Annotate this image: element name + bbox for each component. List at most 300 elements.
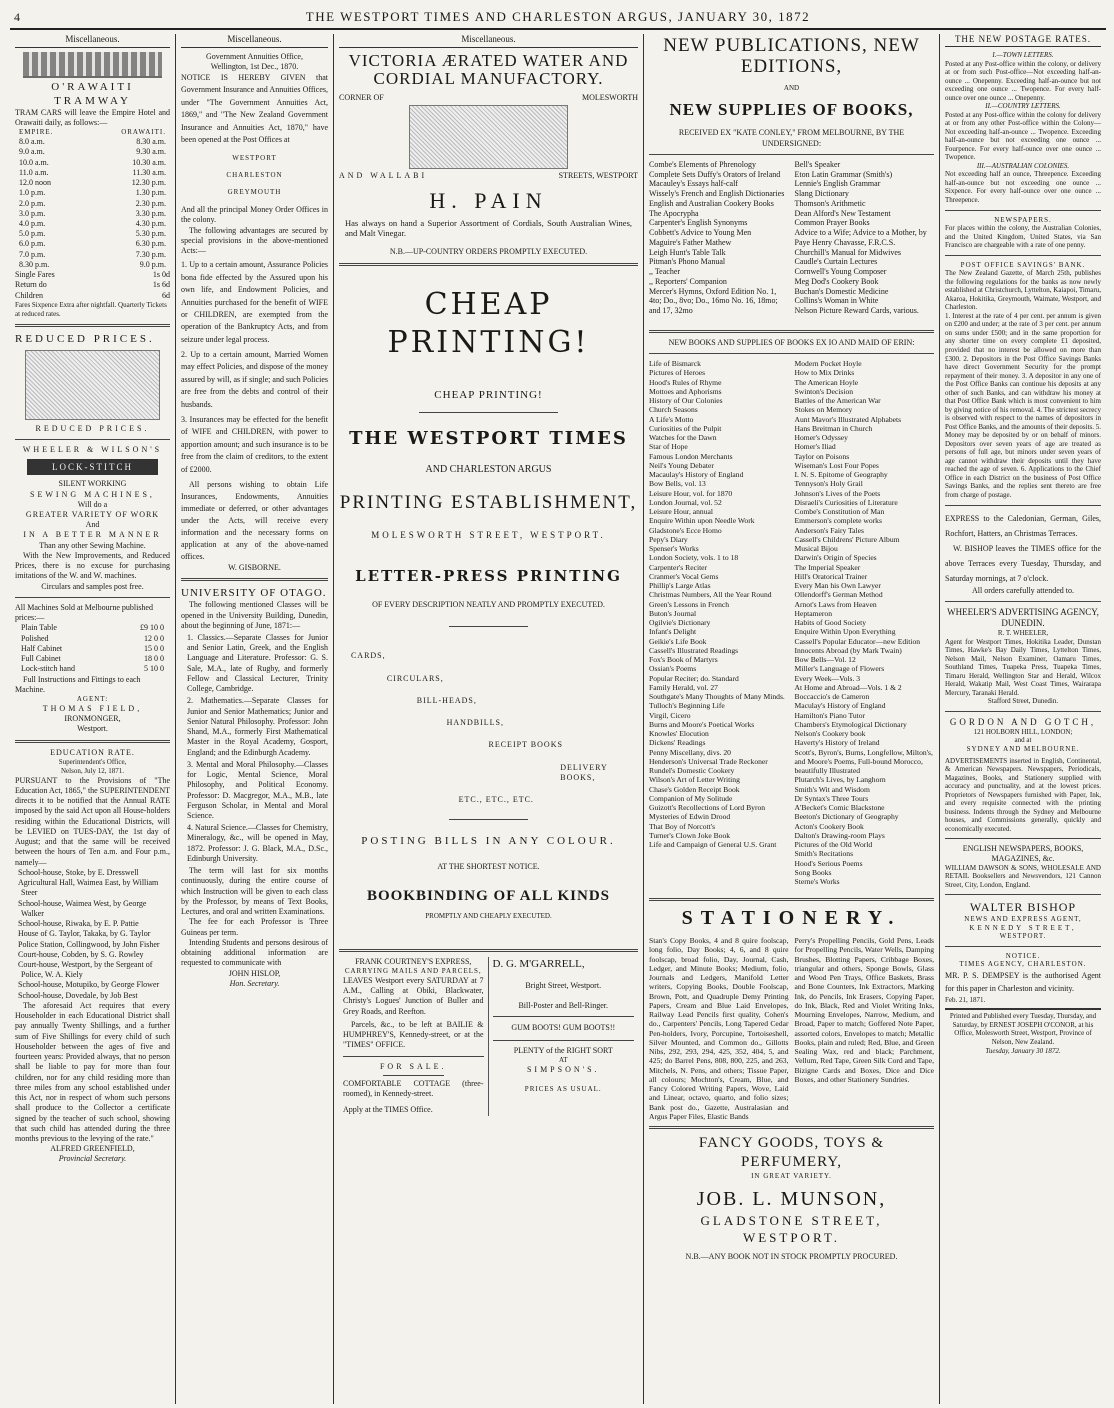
town-head: I.—TOWN LETTERS. — [992, 50, 1054, 59]
annuity-town: CHARLESTON — [226, 171, 283, 180]
simpson-at: AT — [558, 1055, 568, 1064]
agent-name: THOMAS FIELD, — [42, 703, 143, 713]
book-title: Every Man his Own Lawyer — [794, 581, 881, 591]
fare-name: Single Fares — [15, 270, 55, 280]
annuities-adv: The following advantages are secured by special provisions in the above-mentioned Acts:— — [181, 225, 328, 256]
departure-empire: 9.0 a.m. — [19, 147, 45, 157]
walter-bishop-sub: NEWS AND EXPRESS AGENT, — [964, 915, 1082, 923]
divider — [493, 1040, 635, 1041]
column-2 — [176, 34, 334, 1404]
annuities-closing: All persons wishing to obtain Life Insurances, Endowments, Annuities immediate or deferred, or other advantages under the Acts, will receive every information and the necessary forms on application at any of the above-named offices. — [181, 480, 328, 561]
departure-empire: 1.0 p.m. — [19, 188, 46, 198]
departure-orawaiti: 8.30 a.m. — [136, 137, 166, 147]
timetable-row — [15, 229, 170, 239]
departure-orawaiti: 6.30 p.m. — [135, 239, 166, 249]
cheap-printing-small: CHEAP PRINTING! — [434, 389, 543, 402]
stationery-title: STATIONERY. — [681, 907, 902, 930]
australian-body: Not exceeding half an ounce, Threepence. Exceeding half-an-ounce but not exceeding one ounce ... Sixpence. For every half-ounce over one ounce ... Threepence. — [945, 170, 1101, 204]
book-list-1 — [649, 160, 934, 316]
book-title: Churchill's Manual for Midwives — [794, 247, 902, 257]
timetable-row — [15, 260, 170, 270]
book-title: Eton Latin Grammar (Smith's) — [794, 169, 893, 179]
courtney-parcels: Parcels, &c., to be left at BAILIE & HUMPHREY'S, Kennedy-street, or at the "TIMES" OFFICE. — [343, 1019, 484, 1050]
book-title: Enquire Within Upon Everything — [794, 627, 896, 637]
book-title: Henderson's Universal Trade Reckoner — [649, 756, 768, 766]
fare-price: 1s 0d — [152, 270, 170, 280]
page-number: 4 — [14, 10, 22, 24]
bookbinding-promptly: PROMPTLY AND CHEAPLY EXECUTED. — [425, 911, 552, 920]
otago-intro: The following mentioned Classes will be opened in the University Building, Dunedin, about the beginning of June, 1871:— — [181, 600, 328, 630]
education-place: School-house, Motupiko, by George Flower — [18, 980, 160, 990]
timetable-row — [15, 188, 170, 198]
book-title: ,, Teacher — [649, 267, 681, 277]
divider — [945, 894, 1101, 895]
divider — [945, 505, 1101, 506]
english-newspapers-head: ENGLISH NEWSPAPERS, BOOKS, MAGAZINES, &c. — [962, 844, 1084, 864]
printing-kind: RECEIPT BOOKS — [488, 740, 563, 750]
book-title: Gladstone's Ecce Homo — [649, 525, 722, 535]
tramway-col-empire: EMPIRE. — [19, 128, 54, 137]
otago-items — [181, 633, 328, 864]
dempsey-date: Feb. 21, 1871. — [945, 995, 986, 1004]
book-title: A Life's Motto — [649, 414, 694, 424]
education-place: Police Station, Collingwood, by John Fisher — [18, 939, 160, 949]
book-title: Famous London Merchants — [649, 451, 733, 461]
book-title: Collins's Woman in White — [794, 296, 879, 306]
book-title: Buchan's Domestic Medicine — [794, 286, 889, 296]
printing-kind: DELIVERY BOOKS, — [560, 762, 608, 782]
book-title: Mottoes and Aphorisms — [649, 386, 722, 396]
tramway-engraving — [23, 52, 162, 78]
munson-name: JOB. L. MUNSON, — [696, 1188, 887, 1211]
tramway-timetable — [15, 137, 170, 270]
book-title: Every Week—Vols. 3 — [794, 673, 861, 683]
timetable-row — [15, 158, 170, 168]
book-title: Combe's Constitution of Man — [794, 507, 885, 517]
courtney-title: FRANK COURTNEY'S EXPRESS, — [355, 956, 472, 966]
publications-heading: NEW PUBLICATIONS, NEW EDITIONS, — [663, 35, 920, 77]
departure-orawaiti: 5.30 p.m. — [135, 229, 166, 239]
book-title: Tennyson's Holy Grail — [794, 479, 863, 489]
book-title: Smith's Recitations — [794, 849, 854, 859]
book-title: Cassell's Childrens' Picture Album — [794, 534, 900, 544]
book-title: Acton's Cookery Book — [794, 821, 864, 831]
reduced-prices-title: REDUCED PRICES. — [15, 332, 155, 345]
book-title: Plutarch's Lives, by Langhorn — [794, 775, 886, 785]
savings-items: 1. Interest at the rate of 4 per cent. per annum is given on £200 and under; at the rate of 3 per cent. per annum on sums under £500; and in the same proportion for any shorter time on every complete £1 deposited, provided that no interest be allowed on more than £300. 2. Depositors in the Post Office Savings Banks have direct Government Security for the prompt repayment of their money. 3. A depositor in any one of the Post Office Banks can continue his deposits at any other of such Banks, and can withdraw his money at that Post Office Bank which is most convenient to him by giving notice of his removal. 4. The strictest secrecy is observed with respect to the names of depositors in Post Office Banks, and the amounts of their deposits. 5. Money may be deposited by or on behalf of minors. Depositors over seven years of age are treated as persons of full age, but minors under seven years of age cannot withdraw their deposits until they have reached the age of seven. 6. Applications to the Chief Office in each District on the business of Post Office Savings Banks, and the replies sent thereto are free from charge of postage. — [945, 311, 1101, 499]
printing-street: MOLESWORTH STREET, WESTPORT. — [371, 529, 606, 540]
book-title: Guizott's Recollections of Lord Byron — [649, 803, 766, 813]
departure-empire: 5.0 p.m. — [19, 229, 46, 239]
divider — [181, 578, 328, 581]
divider — [945, 255, 1101, 256]
wheeler-sold: All Machines Sold at Melbourne published prices:— — [15, 602, 153, 623]
agent-town: Westport. — [77, 724, 108, 734]
book-title: Leisure Hour, vol. for 1870 — [649, 488, 733, 498]
book-title: Spenser's Works — [649, 544, 699, 554]
printing-kind: HANDBILLS, — [446, 718, 504, 728]
garrell-trade: Bill-Poster and Bell-Ringer. — [518, 1001, 609, 1011]
departure-orawaiti: 3.30 p.m. — [135, 208, 166, 218]
simpson-plenty: PLENTY of the RIGHT SORT — [513, 1045, 613, 1055]
otago-item: 1. Classics.—Separate Classes for Junior and Senior Latin, Greek, and the English Language and Literature. Professor: G. S. Sale, M.A., late of Rugby, and formerly Fellow and Classical Lecturer, Trinity College, Cambridge. — [187, 633, 328, 694]
education-place: School-house, Riwaka, by E. P. Pattie — [18, 919, 139, 929]
otago-intending: Intending Students and persons desirous of obtaining additional information are requested to communicate with — [181, 937, 328, 968]
departure-empire: 8.0 a.m. — [19, 137, 45, 147]
victoria-title: VICTORIA ÆRATED WATER AND CORDIAL MANUFACTORY. — [348, 50, 629, 89]
book-title: Miller's Language of Flowers — [794, 664, 885, 674]
advertisements-body: ADVERTISEMENTS inserted in English, Continental, & American Newspapers. Newspapers, Periodicals, Magazines, Books, and Stationery supplied with accuracy and punctuality, and at the lowest prices. Proprietors of Newspapers furnished with Paper, Ink, and every requisite connected with the printing business. Indents through the Sydney and Melbourne houses, and Commissions generally, quickly and economically executed. — [945, 756, 1101, 833]
victoria-wallabi: AND WALLABI — [339, 171, 428, 181]
newspapers-body: For places within the colony, the Australian Colonies, and the United Kingdom, United States, via San Francisco are chargeable with a rate of one penny. — [945, 224, 1101, 250]
bishop-leaves: W. BISHOP leaves the TIMES office for the above Terraces every Tuesday, Thursday, and Saturday mornings, at 7 o'clock. — [945, 543, 1101, 584]
tramway-note: Fares Sixpence Extra after nightfall. Quarterly Tickets at reduced rates. — [15, 300, 167, 318]
education-place: School-house, Waimea West, by George Walker — [18, 898, 147, 918]
express-body: EXPRESS to the Caledonian, German, Giles, Rochfort, Hatters, an Christmas Terraces. — [945, 513, 1101, 538]
book-title: Mysteries of Edwin Drood — [649, 812, 731, 822]
book-title: Carpenter's Reciter — [649, 562, 708, 572]
wheeler-line: GREATER VARIETY OF WORK — [25, 510, 160, 519]
education-closing: The aforesaid Act requires that every Householder in each Educational District shall pay annually Twenty Shillings, and a further sum of Five Shillings for every child of such Householder between the ages of five and fourteen years: Provided always, that no person shall be liable to pay for more than four children, nor for any child residing more than three miles from any school established under this Act, nor in respect of whom such persons shall produce to the Collector a certificate signed by the teacher of such school, showing that such child has attended during the three months previous to the levying of the rate." — [15, 1000, 170, 1143]
divider — [945, 711, 1101, 712]
walter-bishop-street: KENNEDY STREET, — [969, 923, 1077, 932]
book-title: Emmerson's complete works — [794, 516, 882, 526]
book-list-2-heading: NEW BOOKS AND SUPPLIES OF BOOKS EX IO AND MAID OF ERIN: — [668, 337, 915, 347]
book-title: Swinton's Decision — [794, 386, 854, 396]
price-amount: 15 0 0 — [144, 643, 164, 653]
book-title: English and Australian Cookery Books — [649, 198, 774, 208]
book-title: Boccaccio's de Cameron — [794, 692, 870, 702]
book-title: Cornwell's Young Composer — [794, 267, 887, 277]
book-title: Penny Miscellany, divs. 20 — [649, 747, 731, 757]
departure-empire: 7.0 p.m. — [19, 249, 46, 259]
sewing-machine-engraving — [25, 350, 160, 420]
book-title: Caudle's Curtain Lectures — [794, 257, 878, 267]
wheeler-line: Will do a — [77, 499, 108, 509]
book-title: Leisure Hour, annual — [649, 507, 714, 517]
book-title: Tulloch's Beginning Life — [649, 701, 725, 711]
dempsey-body: MR. P. S. DEMPSEY is the authorised Agent for this paper in Charleston and vicinity. — [945, 970, 1101, 994]
divider — [945, 946, 1101, 947]
departure-orawaiti: 12.30 p.m. — [131, 178, 166, 188]
divider — [343, 1056, 484, 1057]
courtney-body: LEAVES Westport every SATURDAY at 7 A.M., Calling at Obiki, Blackwater, Christy's Logues' Junction of Buller and Grey Roads, and Reefton. — [343, 975, 484, 1016]
book-title: Southgate's Many Thoughts of Many Minds. — [649, 692, 785, 702]
book-list-1-left — [649, 160, 789, 316]
column-heading: Miscellaneous. — [181, 34, 328, 48]
book-title: Macauley's Essays half-calf — [649, 179, 738, 189]
book-title: Enquire Within upon Needle Work — [649, 516, 755, 526]
book-title: Life and Campaign of General U.S. Grant — [649, 840, 777, 850]
otago-signed-title: Hon. Secretary. — [229, 978, 280, 988]
education-office: Superintendent's Office, — [58, 757, 127, 766]
price-amount: 5 10 0 — [144, 664, 164, 674]
book-title: Cassell's Illustrated Readings — [649, 645, 739, 655]
fare-row — [15, 291, 170, 301]
book-title: Dalton's Drawing-room Plays — [794, 830, 885, 840]
wheeler-line: Than any other Sewing Machine. — [39, 540, 146, 550]
departure-empire: 12.0 noon — [19, 178, 51, 188]
book-title: Battles of the American War — [794, 396, 881, 406]
wheeler-wilson-title: WHEELER & WILSON'S — [22, 445, 163, 455]
timetable-row — [15, 209, 170, 219]
book-title: Maguire's Father Mathew — [649, 237, 732, 247]
departure-orawaiti: 10.30 a.m. — [132, 157, 166, 167]
book-title: Innocents Abroad (by Mark Twain) — [794, 645, 902, 655]
wheeler-full: Full Instructions and Fittings to each Machine. — [15, 674, 141, 694]
education-place: School-house, Dovedale, by Job Best — [18, 990, 138, 1000]
book-title: Dickens' Readings — [649, 738, 706, 748]
divider — [339, 949, 638, 952]
book-title: London Journal, vol. 52 — [649, 497, 722, 507]
printing-establishment: PRINTING ESTABLISHMENT, — [339, 492, 638, 514]
fare-row — [15, 280, 170, 290]
munson-street: GLADSTONE STREET, WESTPORT. — [700, 1212, 883, 1245]
book-title: Combe's Elements of Phrenology — [649, 159, 756, 169]
departure-empire: 10.0 a.m. — [19, 157, 49, 167]
fancy-variety: IN GREAT VARIETY. — [751, 1172, 832, 1181]
divider — [15, 439, 170, 440]
book-title: Pictures of Heroes — [649, 368, 706, 378]
tramway-col-heads — [15, 128, 170, 137]
book-title: Smith's Wit and Wisdom — [794, 784, 870, 794]
book-title: Beeton's Dictionary of Geography — [794, 812, 899, 822]
book-title: Nelson's Cookery book — [794, 729, 866, 739]
book-title: Wilson's Art of Letter Writing — [649, 775, 740, 785]
book-title: Christmas Numbers, All the Year Round — [649, 590, 772, 600]
postage-title: THE NEW POSTAGE RATES. — [945, 34, 1101, 47]
posting-bills: POSTING BILLS IN ANY COLOUR. — [361, 835, 616, 848]
divider — [449, 819, 528, 820]
dawson-body: WILLIAM DAWSON & SONS, WHOLESALE AND RETAIL Booksellers and Newsvendors, 121 Cannon Street, City, London, England. — [945, 863, 1101, 889]
stationery-right: Perry's Propelling Pencils, Gold Pens, Leads for Propelling Pencils, Water Wells, Damping Brushes, Blotting Papers, Cribbage Boxes, triangular and others, Sponge Bowls, Glass and Wood Pen Trays, Office Baskets, Brass and Bone Counters, Ink Extractors, Marking Ink, do Pencils, Ink Erasers, Copying Paper, do Ink, Black, Red and Violet Writing Inks, Mourning Envelopes, Narrow, Medium, and Broad, Paper to match; Goffered Note Paper, assorted colors, Envelopes to match; Metallic Books, plain and ruled; Red, Blue, and Green Sealing Wax, red and black; Parchment, Vellum, Red Tape, Green Silk Cord and Tape, Bizigne Cards and Boxes, Dice and Dice Boxes, and other Stationery Sundries. — [794, 936, 934, 1084]
price-item: Full Cabinet — [21, 654, 61, 664]
book-title: I. N. S. Epitome of Geography — [794, 470, 888, 480]
price-row — [15, 664, 170, 674]
column-4 — [644, 34, 940, 1404]
printing-paper-name: THE WESTPORT TIMES — [349, 428, 628, 450]
garrell-street: Bright Street, Westport. — [525, 980, 602, 990]
book-title: Church Seasons — [649, 405, 698, 415]
book-title: Life of Bismarck — [649, 359, 701, 369]
stationery-list — [649, 936, 934, 1121]
fare-name: Return do — [15, 280, 47, 290]
book-title: Star of Hope — [649, 442, 688, 452]
annuities-and: And all the principal Money Order Offices in the colony. — [181, 205, 328, 225]
book-title: Hood's Serious Poems — [794, 858, 863, 868]
book-title: Arnot's Laws from Heaven — [794, 599, 877, 609]
annuities-towns — [181, 154, 328, 197]
wheeler-agency-street: Stafford Street, Dunedin. — [987, 697, 1059, 706]
munson-nb: N.B.—ANY BOOK NOT IN STOCK PROMPTLY PROCURED. — [685, 1252, 898, 1262]
printing-kind: CIRCULARS, — [386, 673, 444, 683]
publications-and: AND — [783, 83, 800, 92]
sale-apply: Apply at the TIMES Office. — [343, 1105, 433, 1115]
price-row — [15, 654, 170, 664]
annuity-item: 1. Up to a certain amount, Assurance Policies bona fide effected by the Assured upon his own life, and Endowment Policies, and Annuities purchased for the benefit of WIFE or CHILDREN, are exempted from the operation of the Bankruptcy Acts, and from seizure under legal process. — [181, 260, 328, 344]
wheeler-line: SILENT WORKING — [58, 479, 127, 489]
book-title: London Society, vols. 1 to 18 — [649, 553, 739, 563]
letterpress-heading: LETTER-PRESS PRINTING — [355, 567, 622, 586]
departure-empire: 8.30 p.m. — [19, 259, 50, 269]
divider — [649, 330, 934, 333]
departure-orawaiti: 11.30 a.m. — [132, 167, 166, 177]
divider — [15, 597, 170, 598]
shortest-notice: AT THE SHORTEST NOTICE. — [437, 862, 540, 872]
book-title: Macaulay's History of England — [649, 470, 744, 480]
education-place: Court-house, Westport, by the Sergeant of Police, W. A. Kiely — [18, 960, 153, 980]
tramway-col-orawaiti: ORAWAITI. — [121, 128, 166, 137]
book-title: Bow Bells—Vol. 12 — [794, 655, 856, 665]
small-ads-left — [339, 957, 489, 1116]
wheeler-price-list — [15, 623, 170, 674]
annuities-intro: NOTICE IS HEREBY GIVEN that Government Insurance and Annuities Offices, under "The Government Annuities Act, 1869," and "The New Zealand Government Insurance and Annuities Act, 1870," have been opened at the Post Offices at — [181, 72, 328, 144]
book-title: Buton's Journal — [649, 608, 697, 618]
book-title: Meg Dod's Cookery Book — [794, 276, 879, 286]
timetable-row — [15, 250, 170, 260]
education-body: PURSUANT to the Provisions of "The Education Act, 1865," the SUPERINTENDENT directs it to be notified that the Annual RATE imposed by the said Act upon all House-holders residing within the Educational Districts, will be LEVIED on TUES-DAY, the 1st day of August; and that the same will be received between the hours of Ten a.m. and Four p.m., namely— — [15, 775, 170, 867]
annuities-office: Government Annuities Office, — [206, 51, 303, 61]
walter-bishop-head: WALTER BISHOP — [969, 900, 1077, 915]
annuities-items — [181, 259, 328, 476]
simpson-name: SIMPSON'S. — [526, 1064, 600, 1074]
tramway-intro: TRAM CARS will leave the Empire Hotel and Orawaiti daily, as follows:— — [15, 107, 170, 127]
divider — [493, 1016, 635, 1017]
divider — [649, 898, 934, 901]
book-title: Advice to a Wife; Advice to a Mother, by Paye Henry Chavasse, F.R.C.S. — [794, 228, 927, 247]
printing-kind: CARDS, — [350, 651, 386, 661]
departure-empire: 6.0 p.m. — [19, 239, 46, 249]
price-row — [15, 634, 170, 644]
wheeler-line: IN A BETTER MANNER — [23, 530, 162, 540]
gum-boots: GUM BOOTS! GUM BOOTS!! — [511, 1023, 616, 1033]
masthead-title: THE WESTPORT TIMES AND CHARLESTON ARGUS, JANUARY 30, 1872 — [305, 9, 811, 24]
education-date: Nelson, July 12, 1871. — [61, 766, 124, 775]
book-title: Ossian's Poems — [649, 664, 697, 674]
book-title: Habits of Good Society — [794, 618, 866, 628]
departure-empire: 11.0 a.m. — [19, 167, 49, 177]
book-title: Leigh Hunt's Table Talk — [649, 247, 726, 257]
victoria-streets: STREETS, WESTPORT — [558, 171, 638, 181]
times-agency: TIMES AGENCY, CHARLESTON. — [959, 960, 1087, 969]
column-grid — [10, 34, 1106, 1404]
victoria-nb: N.B.—UP-COUNTRY ORDERS PROMPTLY EXECUTED. — [389, 247, 588, 257]
victoria-body: Has always on hand a Superior Assortment of Cordials, South Australian Wines, and Malt Vinegar. — [345, 217, 632, 239]
reduced-prices-bottom: REDUCED PRICES. — [35, 423, 150, 433]
otago-fee: The fee for each Professor is Three Guineas per term. — [181, 917, 328, 937]
book-title: Common Prayer Books — [794, 218, 870, 228]
fare-price: 6d — [162, 290, 170, 300]
book-title: Maculay's History of England — [794, 701, 886, 711]
divider — [945, 210, 1101, 211]
book-title: Ollendorff's German Method — [794, 590, 883, 600]
book-title: Pitman's Phono Manual — [649, 257, 726, 267]
book-title: Mercer's Hymns, Oxford Edition No. 1, 4to; Do., 8vo; Do., 16mo No. 16, 18mo; and 17, 32mo — [649, 286, 778, 316]
book-title: Phillip's Large Atlas — [649, 581, 711, 591]
book-title: Bell's Speaker — [794, 159, 841, 169]
book-title: Haverty's History of Ireland — [794, 738, 880, 748]
book-title: Aunt Mavor's Illustrated Alphabets — [794, 414, 902, 424]
gordon-and: and at — [1014, 736, 1032, 745]
country-body: Posted at any Post-office within the colony for delivery at or from any other Post-office within the Colony—Not exceeding half-an-ounce ... Twopence. Exceeding half-an-ounce but not exceeding one ounce ... Fourpence. For every half-ounce over one ounce ... Twopence. — [945, 110, 1101, 162]
book-title: Cranmer's Vocal Gems — [649, 571, 719, 581]
book-title: Bow Bells, vol. 13 — [649, 479, 706, 489]
annuity-town: WESTPORT — [232, 154, 277, 163]
wheeler-agency-body: Agent for Westport Times, Hokitika Leader, Dunstan Times, Hawke's Bay Daily Times, Lyttelton Times, Nelson Mail, Nelson Examiner, Oamaru Times, Southland Times, Tuapeka Press, Tuapeka Times, Timaru Herald, Wellington Star and Herald, Wilcox Herald, Wakatip Mail, West Coast Times, Wairarapa Mercury, Taranaki Herald. — [945, 637, 1101, 697]
column-1 — [10, 34, 176, 1404]
timetable-row — [15, 147, 170, 157]
notice-head: NOTICE. — [1005, 951, 1041, 960]
timetable-row — [15, 178, 170, 188]
book-title: Johnson's Lives of the Poets — [794, 488, 881, 498]
book-title: Neil's Young Debater — [649, 460, 714, 470]
book-title: The Imperial Speaker — [794, 562, 861, 572]
book-title: Hamilton's Piano Tutor — [794, 710, 866, 720]
stationery-left: Stan's Copy Books, 4 and 8 quire foolscap, long folio, Day Books; 4, 6, and 8 quire foolscap, broad folio, Day, Journal, Cash, Ledger, and Minute Books; Medium, folio, Journals and Ledgers, Manifold Letter writers, Copying Books, Double Foolscap, Brown, Pott, and Quadruple Demy Printing Papers, Cream and Blue Laid Envelopes, Railway Lead Pencils first quality, Cohen's do., Carpenters' Pencils, Long Tapered Cedar Pen-holders, Ivory, Porcupine, Tortoiseshell, Silver Mounted, and Common do., Gillotts Nibs, 292, 293, 294, 425, 352, 404, 5, and 425; do Barrel Pens, 808, 800, 225, and 263, Mitchels, N. Pens, and others; Tissue Paper, all colours; Mochton's, Cream, Blue, and Fancy Colored Writing Papers, Wove, Laid and Linear, octavo, quarto, and folio sizes; Bank post do., Gazette, Australasian and Argus Paper Files, Elastic Bands — [649, 936, 789, 1121]
small-ads-right — [489, 957, 639, 1116]
price-amount: 12 0 0 — [144, 633, 164, 643]
divider — [649, 353, 934, 354]
imprint-date: Tuesday, January 30 1872. — [985, 1046, 1061, 1055]
departure-orawaiti: 7.30 p.m. — [135, 249, 166, 259]
otago-item: 4. Natural Science.—Classes for Chemistry, Mineralogy, &c., will be opened in May, 1872. Professor: J. G. Black, M.A., D.Sc., Edinburgh University. — [187, 823, 329, 863]
departure-empire: 3.0 p.m. — [19, 208, 46, 218]
printing-every: OF EVERY DESCRIPTION NEATLY AND PROMPTLY EXECUTED. — [372, 600, 605, 610]
wheeler-agency-name: R. T. WHEELER, — [997, 629, 1049, 638]
cheap-printing-big: CHEAP PRINTING! — [387, 286, 590, 360]
book-title: Companion of My Solitude — [649, 793, 733, 803]
book-title: Infant's Delight — [649, 627, 697, 637]
book-list-2 — [649, 359, 934, 886]
book-title: Thomson's Arithmetic — [794, 198, 866, 208]
book-title: Dean Alford's New Testament — [794, 208, 891, 218]
book-title: Popular Reciter; do. Standard — [649, 673, 739, 683]
imprint: Printed and Published every Tuesday, Thursday, and Saturday, by ERNEST JOSEPH O'CONOR, at his Office, Molesworth Street, Westport, Province of Nelson, New Zealand. — [945, 1008, 1101, 1046]
book-title: Stokes on Memory — [794, 405, 853, 415]
education-place: Court-house, Cobden, by S. G. Rowley — [18, 949, 144, 959]
otago-term: The term will last for six months continuously, during the entire course of which Instruction will be given to each class by the Professor, by means of Text Books, Lectures, and oral and written Examinations. — [181, 866, 328, 917]
book-list-2-left — [649, 359, 789, 886]
divider — [945, 601, 1101, 602]
timetable-row — [15, 168, 170, 178]
otago-title: UNIVERSITY OF OTAGO. — [181, 587, 327, 600]
book-title: At Home and Abroad—Vols. 1 & 2 — [794, 682, 902, 692]
wheeler-line: And — [85, 520, 100, 530]
book-title: Homer's Odyssey — [794, 433, 848, 443]
education-places — [15, 868, 170, 1001]
wheeler-line: SEWING MACHINES, — [30, 489, 155, 499]
book-title: Hans Breitman in Church — [794, 423, 873, 433]
book-title: Family Herald, vol. 27 — [649, 682, 718, 692]
victoria-owner: H. PAIN — [429, 188, 548, 214]
book-title: Knowles' Elocution — [649, 729, 709, 739]
otago-item: 2. Mathematics.—Separate Classes for Junior and Senior Mathematics; Junior and Senior Natural Philosophy. Professor: John Shand, M.A., formerly First Mathematical Master in the Royal Academy, Gosport, England; and the Edinburgh Academy. — [187, 696, 328, 757]
education-signed: ALFRED GREENFIELD, — [50, 1144, 135, 1154]
column-heading: Miscellaneous. — [15, 34, 170, 48]
book-title: Complete Sets Duffy's Orators of Ireland — [649, 169, 781, 179]
publications-received: RECEIVED EX "KATE CONLEY," FROM MELBOURNE, BY THE UNDERSIGNED: — [678, 128, 905, 148]
book-title: Hill's Oratorical Trainer — [794, 571, 868, 581]
tramway-title: O'RAWAITI TRAMWAY — [51, 80, 134, 107]
book-title: Nelson Picture Reward Cards, various. — [794, 306, 919, 316]
divider — [649, 1126, 934, 1129]
book-title: Turner's Clown Joke Book — [649, 830, 731, 840]
departure-orawaiti: 4.30 p.m. — [135, 218, 166, 228]
printing-and-argus: AND CHARLESTON ARGUS — [425, 464, 552, 476]
tramway-fares — [15, 270, 170, 301]
book-title: Wiseman's Lost Four Popes — [794, 460, 879, 470]
fare-row — [15, 270, 170, 280]
